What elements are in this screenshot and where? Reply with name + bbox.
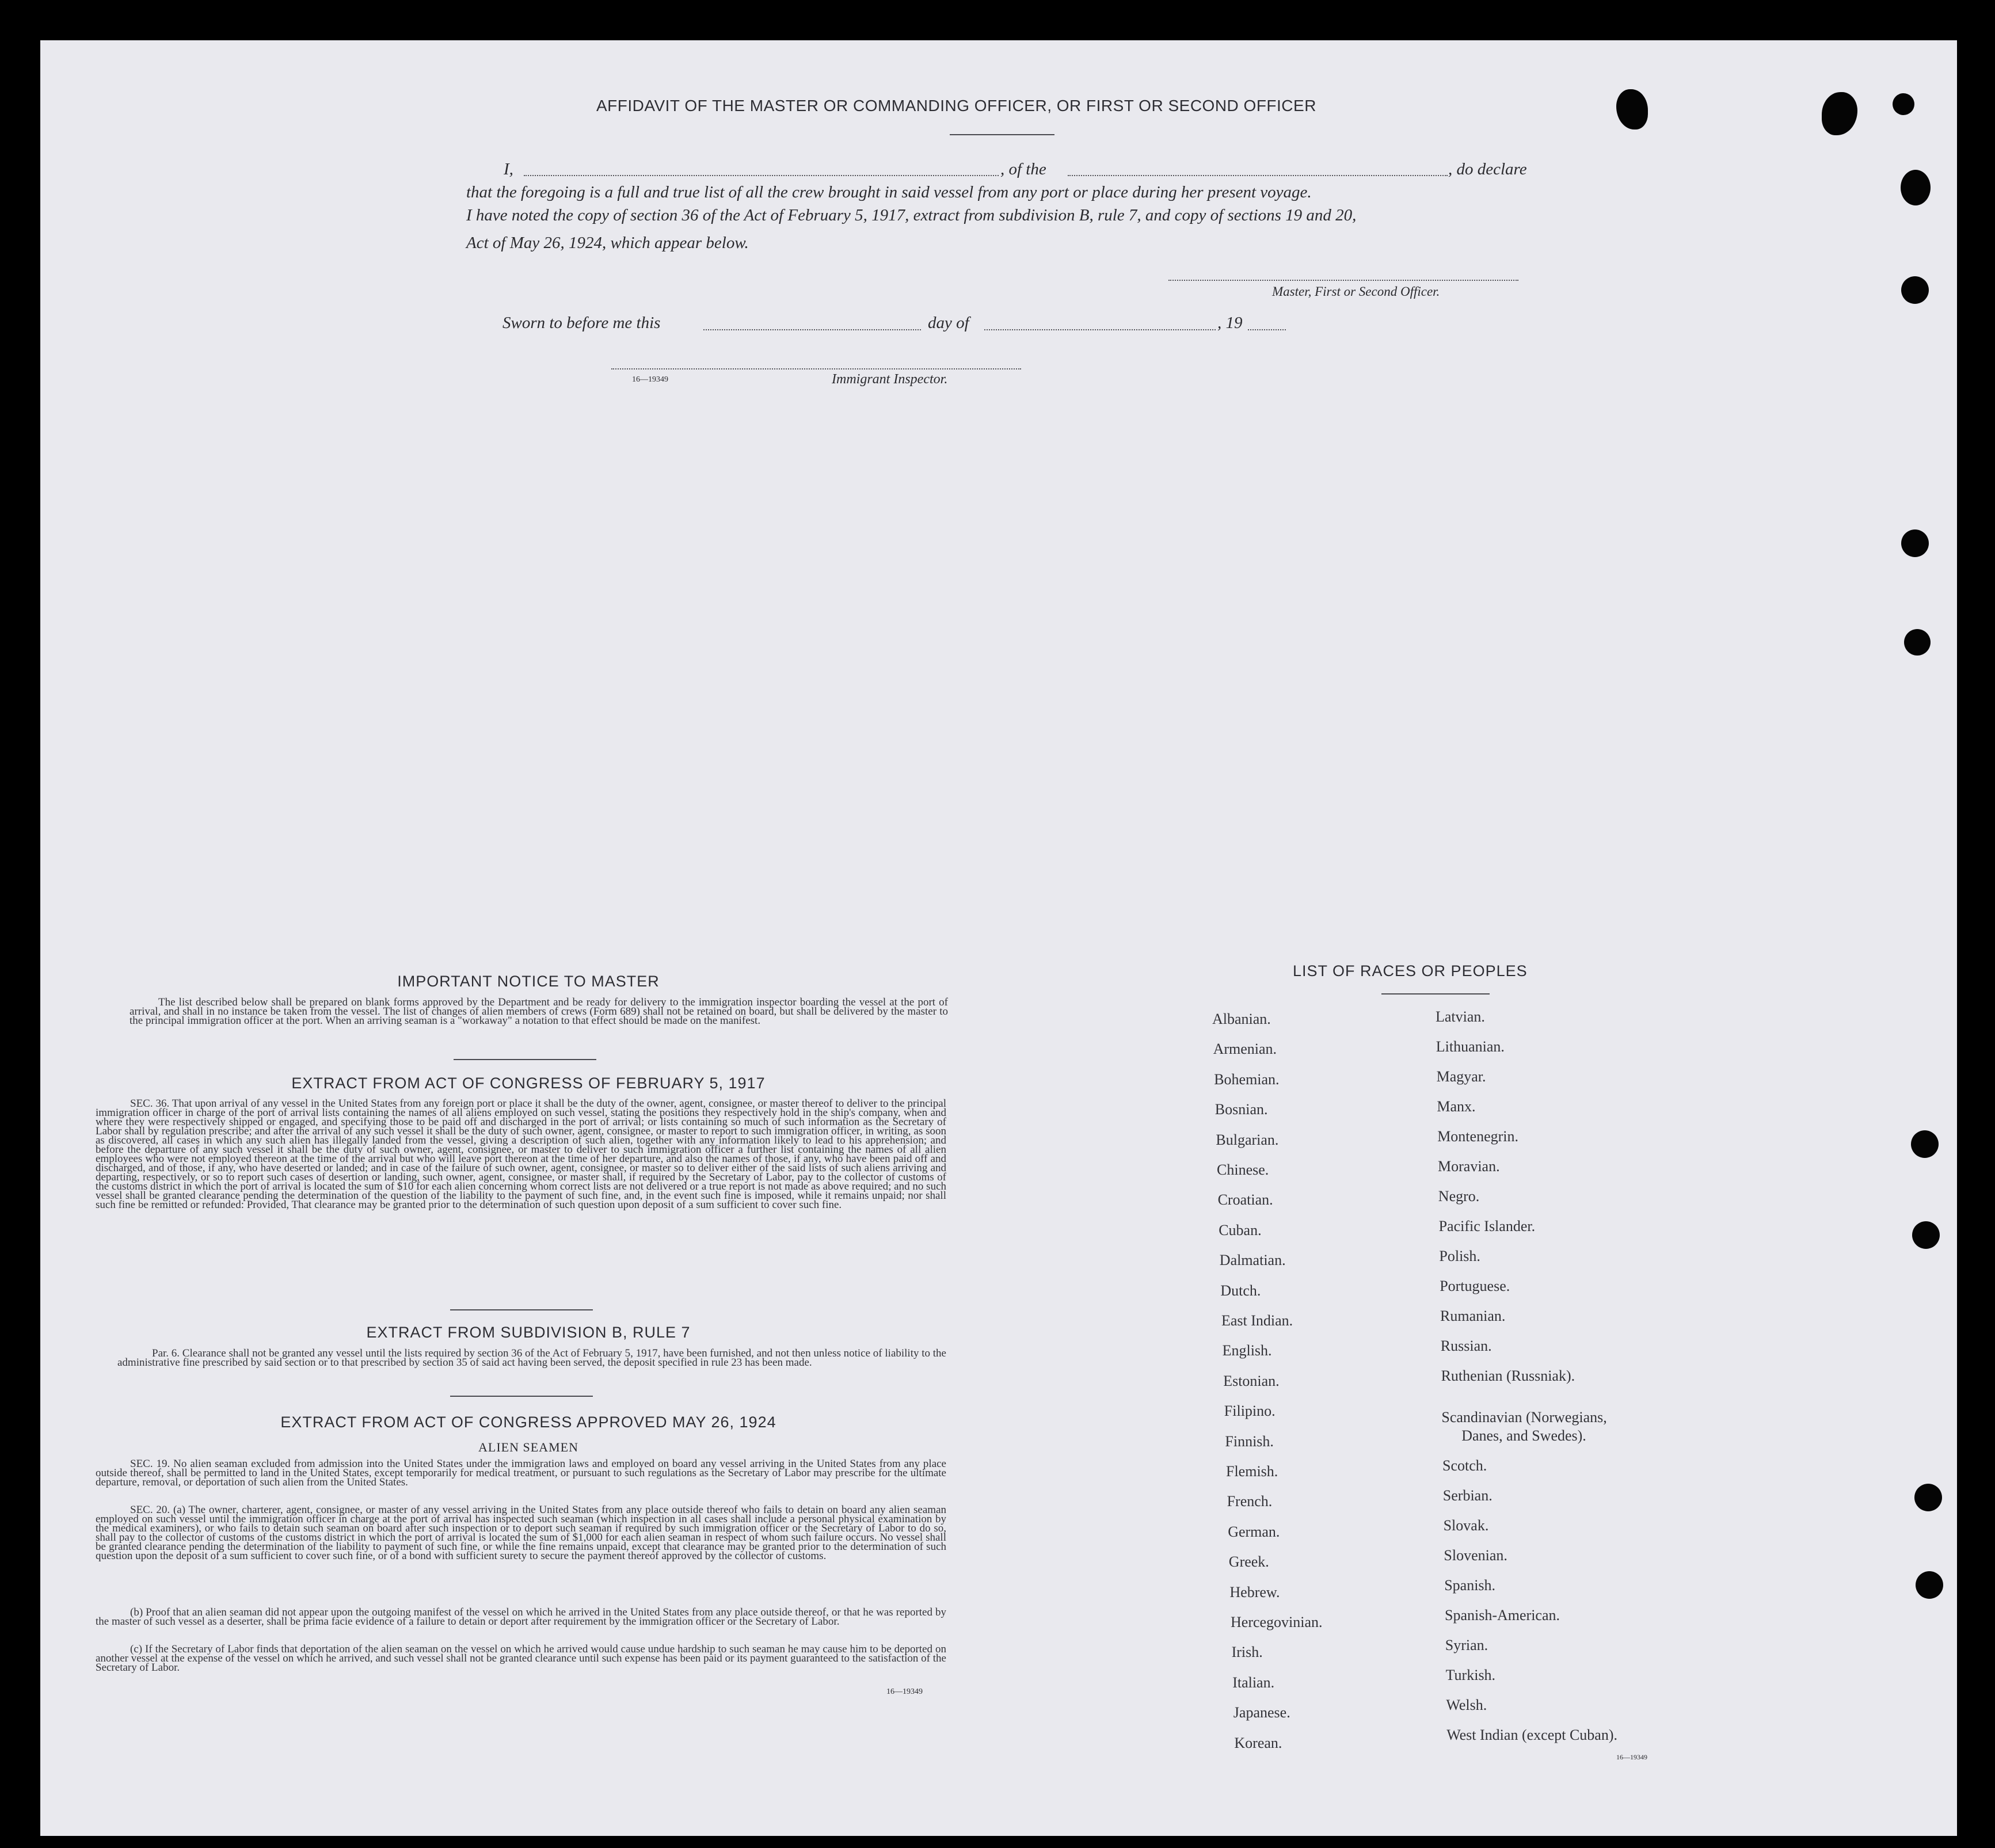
sworn-day-blank[interactable] [703,329,921,330]
race-item: Greek. [1228,1553,1269,1571]
race-item: Spanish-American. [1445,1607,1560,1624]
divider [450,1396,593,1397]
inspector-label: Immigrant Inspector. [832,372,948,387]
punch-hole [1916,1571,1943,1599]
race-item: Italian. [1232,1674,1275,1691]
race-item: Lithuanian. [1436,1038,1505,1055]
race-item: Estonian. [1223,1372,1280,1389]
race-item: Polish. [1439,1248,1480,1264]
punch-hole [1901,529,1929,557]
race-item: Bosnian. [1214,1101,1268,1118]
race-item: Manx. [1437,1098,1476,1115]
race-item: Pacific Islander. [1438,1218,1536,1234]
race-item: Scotch. [1442,1457,1487,1474]
rule7-title: EXTRACT FROM SUBDIVISION B, RULE 7 [366,1324,691,1341]
race-item: Welsh. [1446,1697,1487,1713]
race-item: Dutch. [1220,1282,1261,1299]
notice-text: The list described below shall be prepared on blank forms approved by the Department and be ready for delivery to the immigration inspector boarding the vessel at the port of arrival, and shall in no instance be taken from the vessel. The list of changes of alien members of crews (Form 689) shall not be retained on board, but shall be delivered by the master to the principal immigration officer at the port. When an arriving seaman is a "workaway" a notation to that effect should be made on the manifest. [130,996,948,1027]
name-blank[interactable] [524,175,999,176]
race-item: German. [1228,1523,1280,1540]
declaration-line-2: that the foregoing is a full and true list of all the crew brought in said vessel from any port or place during her present voyage. [466,183,1312,201]
race-item: Moravian. [1438,1158,1500,1175]
inspector-blank[interactable] [611,368,1021,369]
race-item: Chinese. [1217,1161,1269,1178]
divider [454,1059,596,1060]
race-item: Croatian. [1217,1191,1273,1209]
sec19-text: SEC. 19. No alien seaman excluded from admission into the United States under the immigration laws and employed on board any vessel arriving in the United States from any place outside thereof, shall be permitted to land in the United States, except temporarily for medical treatment, or pursuant to such regulations as the Secretary of Labor may prescribe for the ultimate departure, removal, or deportation of such alien from the United States. [96,1458,946,1488]
race-item: Filipino. [1224,1403,1276,1420]
vessel-blank[interactable] [1068,175,1448,176]
race-item: Montenegrin. [1437,1128,1518,1145]
race-item: Syrian. [1445,1637,1488,1653]
declaration-line-3: I have noted the copy of section 36 of the Act of February 5, 1917, extract from subdivision B, rule 7, and copy of sections 19 and 20, [466,206,1357,224]
races-title: LIST OF RACES OR PEOPLES [1293,962,1528,980]
race-item: Portuguese. [1440,1278,1510,1294]
year-label: , 19 [1217,314,1243,332]
alien-seamen-subtitle: ALIEN SEAMEN [478,1440,578,1454]
race-item: Hercegovinian. [1231,1614,1323,1630]
extract-1917-text: SEC. 36. That upon arrival of any vessel in the United States from any foreign port or place it shall be the duty of the owner, agent, consignee, or master thereof to deliver to the principal immigration officer in charge of the port of arrival lists containing the names of all aliens employed on such vessel, stating the positions they respectively hold in the ship's company, when and where they were respectively shipped or engaged, and specifying those to be paid off and discharged in the port of arrival; or lists containing so much of such information as the Secretary of Labor shall by regulation prescribe; and after the arrival of any such vessel it shall be the duty of such owner, agent, consignee, or master to report to such immigration officer, in writing, as soon as discovered, all cases in which any such alien has illegally landed from the vessel, giving a description of such alien, together with any information likely to lead to his apprehension; and before the departure of any such vessel it shall be the duty of such owner, agent, consignee, or master to deliver to such immigration officer a further list containing the names of all alien employees who were not employed thereon at the time of the arrival but who will leave port thereon at the time of her departure, and also the names of those, if any, who have been paid off and discharged, and of those, if any, who have deserted or landed; and in case of the failure of such owner, agent, consignee, or master so to deliver either of the said lists of such aliens arriving and departing, respectively, or so to report such cases of desertion or landing, such owner, agent, consignee, or master shall, if required by the Secretary of Labor, pay to the collector of customs of the customs district in which the port of arrival is located the sum of $10 for each alien concerning whom correct lists are not delivered or a true report is not made as above required; and no such vessel shall be granted clearance pending the determination of the question of the liability to the payment of such fine, and, in the event such fine is imposed, while it remains unpaid; nor shall such fine be remitted or refunded: Provided, That clearance may be granted prior to the determination of such question upon deposit of a sum sufficient to cover such fine. [96,1098,946,1211]
document-page [40,40,1957,1836]
race-item: Spanish. [1444,1577,1496,1594]
race-item: Finnish. [1225,1432,1274,1450]
race-item: Rumanian. [1440,1308,1506,1324]
year-blank[interactable] [1248,329,1286,330]
punch-hole [1914,1484,1942,1511]
form-number: 16—19349 [1616,1753,1647,1761]
punch-hole [1912,1221,1940,1249]
race-item: Irish. [1231,1644,1263,1661]
sec20a-text: SEC. 20. (a) The owner, charterer, agent, consignee, or master of any vessel arriving in the United States from any place outside thereof who fails to detain on board any alien seaman employed on such vessel until the immigration officer in charge at the port of arrival has inspected such seaman (which inspection in all cases shall include a personal physical examination by the medical examiners), or who fails to detain such seaman on board after such inspection or to deport such seaman if required by such immigration officer or the Secretary of Labor to do so, shall pay to the collector of customs of the customs district in which the port of arrival is located the sum of $1,000 for each alien seaman in respect of whom such failure occurs. No vessel shall be granted clearance pending the determination of the liability to payment of such fine, or while the fine remains unpaid, except that clearance may be granted prior to the determination of such question upon the deposit of a sum sufficient to cover such fine, or of a bond with sufficient surety to secure the payment thereof approved by the collector of customs. [96,1504,946,1562]
race-item: English. [1222,1342,1272,1359]
rule7-text: Par. 6. Clearance shall not be granted any vessel until the lists required by section 36 of the Act of February 5, 1917, have been furnished, and not then unless notice of liability to the administrative fine prescribed by said section or to that prescribed by section 35 of said act having been served, the deposit specified in rule 23 has been made. [117,1347,946,1369]
race-item: Russian. [1440,1338,1492,1354]
race-item: Korean. [1234,1734,1282,1751]
affidavit-title: AFFIDAVIT OF THE MASTER OR COMMANDING OFFICER, OR FIRST OR SECOND OFFICER [596,97,1316,115]
race-item: Albanian. [1212,1011,1271,1027]
punch-hole [1893,93,1914,115]
divider [450,1309,593,1310]
race-item: Ruthenian (Russniak). [1441,1367,1575,1384]
race-item: Bohemian. [1214,1070,1280,1088]
notice-title: IMPORTANT NOTICE TO MASTER [397,973,660,990]
race-item: Dalmatian. [1219,1252,1286,1269]
race-item: East Indian. [1221,1312,1293,1329]
divider [1381,993,1490,995]
race-item: Scandinavian (Norwegians, [1441,1409,1607,1426]
race-item: Hebrew. [1229,1583,1280,1601]
declaration-of-the: , of the [1000,160,1046,178]
extract-1917-title: EXTRACT FROM ACT OF CONGRESS OF FEBRUARY 5, 1917 [291,1074,766,1092]
race-item: Serbian. [1442,1487,1493,1504]
race-item: Cuban. [1219,1221,1262,1239]
day-of-label: day of [928,314,969,332]
race-item: Slovak. [1443,1517,1489,1534]
form-number: 16—19349 [632,375,668,384]
race-item: Magyar. [1436,1068,1486,1085]
race-item: West Indian (except Cuban). [1446,1727,1617,1743]
sworn-label: Sworn to before me this [502,314,661,332]
divider [950,134,1054,135]
race-item: Negro. [1438,1188,1480,1205]
declaration-i-label: I, [504,160,513,178]
signature-label: Master, First or Second Officer. [1272,284,1440,299]
sworn-month-blank[interactable] [984,329,1216,330]
punch-hole [1904,629,1931,656]
race-item: Japanese. [1233,1704,1290,1721]
punch-hole [1911,1130,1939,1158]
punch-hole [1901,170,1931,205]
race-item: Armenian. [1213,1041,1277,1058]
punch-hole [1901,276,1929,304]
race-item: Latvian. [1436,1008,1485,1025]
sec20b-text: (b) Proof that an alien seaman did not appear upon the outgoing manifest of the vessel on which he arrived in the United States from any place outside thereof, or that he was reported by the master of such vessel as a deserter, shall be prima facie evidence of a failure to detain or deport after requirement by the immigration officer or the Secretary of Labor. [96,1606,946,1628]
declaration-line-4: Act of May 26, 1924, which appear below. [466,234,749,252]
signature-blank[interactable] [1168,280,1518,281]
sec20c-text: (c) If the Secretary of Labor finds that deportation of the alien seaman on the vessel on which he arrived would cause undue hardship to such seaman he may cause him to be deported on another vessel at the expense of the vessel on which he arrived, and such vessel shall not be granted clearance until such expense has been paid or its payment guaranteed to the satisfaction of the Secretary of Labor. [96,1643,946,1674]
race-item: Slovenian. [1444,1547,1507,1564]
form-number: 16—19349 [886,1687,923,1696]
race-item: Danes, and Swedes). [1461,1427,1586,1444]
race-item: Turkish. [1445,1667,1496,1683]
race-item: Bulgarian. [1216,1131,1279,1148]
race-item: French. [1227,1493,1273,1510]
declaration-do-declare: , do declare [1448,160,1527,178]
race-item: Flemish. [1226,1463,1278,1480]
extract-1924-title: EXTRACT FROM ACT OF CONGRESS APPROVED MAY 26, 1924 [280,1413,776,1431]
